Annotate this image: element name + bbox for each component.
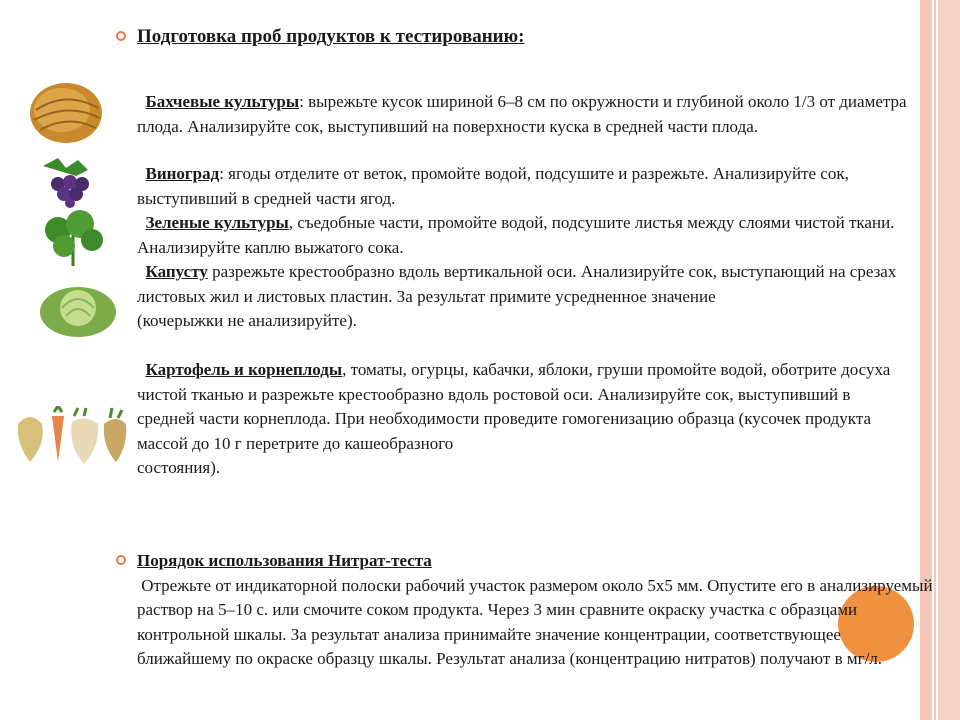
greens-label: Зеленые культуры	[145, 213, 289, 232]
grape-icon	[38, 156, 98, 208]
melon-icon	[28, 80, 104, 146]
cabbage-label: Капусту	[145, 262, 208, 281]
cabbage-note: (кочерыжки не анализируйте).	[137, 311, 357, 330]
bullet-icon	[116, 31, 126, 41]
roots-end: состояния).	[137, 458, 221, 477]
nitrate-test-paragraph	[137, 549, 937, 672]
grape-paragraph	[137, 162, 927, 211]
cabbage-paragraph	[137, 260, 897, 334]
greens-icon	[40, 210, 106, 266]
greens-paragraph	[137, 211, 937, 260]
grape-label: Виноград	[145, 164, 220, 183]
roots-label: Картофель и корнеплоды	[145, 360, 343, 379]
section-title: Подготовка проб продуктов к тестированию:	[137, 26, 525, 47]
melon-text: : вырежьте кусок шириной 6–8 см по окружности и глубиной около 1/3 от диаметра плода. Анализируйте сок, выступивший на поверхности куска в средней части плода.	[137, 92, 907, 136]
greens-text: , съедобные части, промойте водой, подсушите листья между слоями чистой ткани. Анализируйте каплю выжатого сока.	[137, 213, 895, 257]
nitrate-test-text: Отрежьте от индикаторной полоски рабочий участок размером около 5х5 мм. Опустите его в анализируемый раствор на 5–10 с. или смочите соком продукта. Через 3 мин сравните окраску участка с образцами контрольной шкалы. За результат анализа принимайте значение концентрации, соответствующее ближайшему по окраске образцу шкалы. Результат анализа (концентрацию нитратов) получают в мг/л.	[137, 575, 933, 668]
bullet-icon	[116, 555, 126, 565]
melon-label: Бахчевые культуры	[145, 92, 300, 111]
cabbage-icon	[38, 282, 118, 338]
melon-paragraph	[137, 90, 927, 139]
root-vegetables-icon	[12, 406, 130, 466]
grape-text: : ягоды отделите от веток, промойте водой, подсушите и разрежьте. Анализируйте сок, выступивший в средней части ягод.	[137, 164, 849, 208]
cabbage-text: разрежьте крестообразно вдоль вертикальной оси. Анализируйте сок, выступающий на срезах листовых жил и листовых пластин. За результат примите усредненное значение	[137, 262, 897, 306]
nitrate-test-title: Порядок использования Нитрат-теста	[137, 551, 432, 570]
roots-paragraph	[137, 358, 912, 481]
roots-text: , томаты, огурцы, кабачки, яблоки, груши промойте водой, оботрите досуха чистой тканью и разрежьте крестообразно вдоль ростовой оси. Анализируйте сок, выступивший в средней части корнеплода. При необходимости проведите гомогенизацию образца (кусочек продукта массой до 10 г перетрите до кашеобразного	[137, 360, 891, 453]
